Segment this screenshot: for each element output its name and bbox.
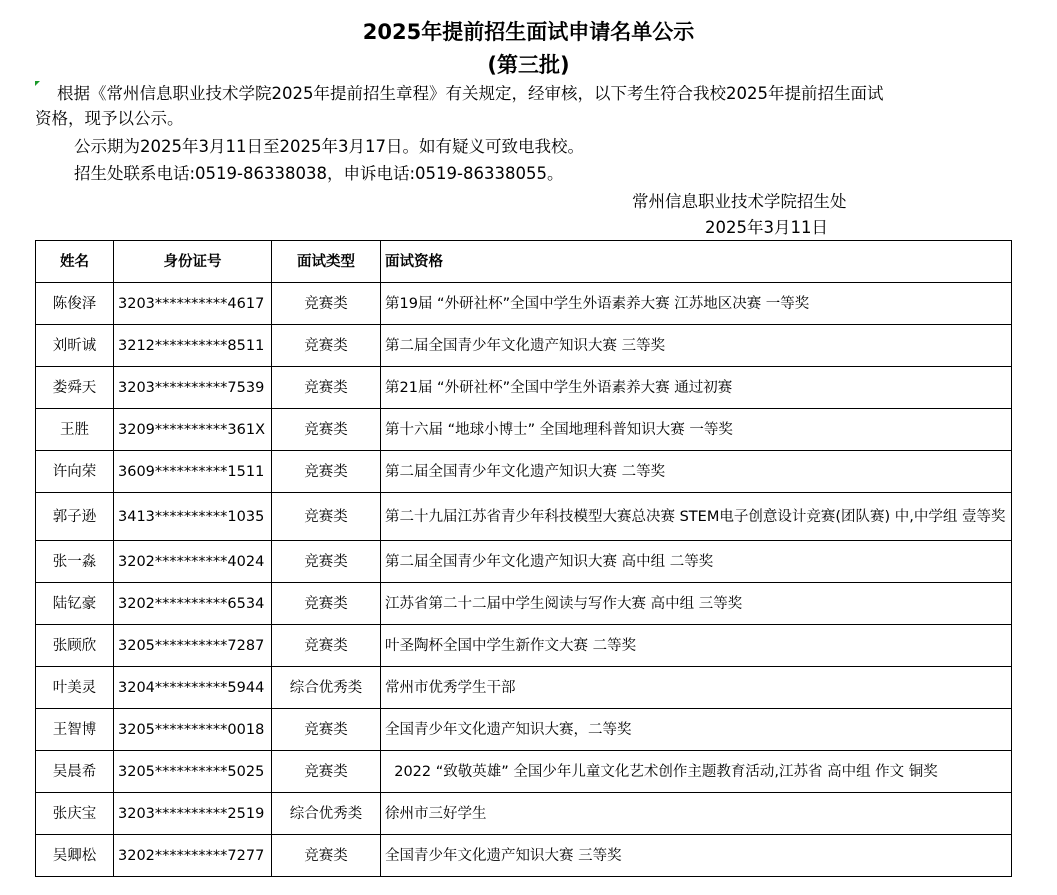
table-row [36,541,1012,583]
cell-qualification: 全国青少年文化遗产知识大赛，二等奖 [381,709,1012,751]
table-row [36,493,1012,541]
cell-id: 3609**********1511 [114,451,272,493]
cell-name: 陆钇豪 [36,583,114,625]
cell-type: 竞赛类 [272,541,381,583]
cell-name: 郭子逊 [36,493,114,541]
cell-id: 3203**********4617 [114,283,272,325]
cell-type: 竞赛类 [272,367,381,409]
batch-subtitle: (第三批) [487,53,570,77]
cell-qualification: 第十六届 “地球小博士” 全国地理科普知识大赛 一等奖 [381,409,1012,451]
cell-id: 3203**********2519 [114,793,272,835]
cell-name: 吴卿松 [36,835,114,877]
header-id: 身份证号 [114,241,272,283]
cell-type: 竞赛类 [272,583,381,625]
cell-type: 综合优秀类 [272,667,381,709]
cell-qualification: 第19届 “外研社杯”全国中学生外语素养大赛 江苏地区决赛 一等奖 [381,283,1012,325]
cell-id: 3413**********1035 [114,493,272,541]
cell-qualification: 第二十九届江苏省青少年科技模型大赛总决赛 STEM电子创意设计竞赛(团队赛) 中,中学组 壹等奖 [381,493,1012,541]
cell-type: 综合优秀类 [272,793,381,835]
cell-type: 竞赛类 [272,409,381,451]
cell-name: 刘昕诚 [36,325,114,367]
cell-id: 3205**********5025 [114,751,272,793]
table-row [36,625,1012,667]
cell-qualification: 2022 “致敬英雄” 全国少年儿童文化艺术创作主题教育活动,江苏省 高中组 作文 铜奖 [381,751,1012,793]
cell-type: 竞赛类 [272,325,381,367]
cell-id: 3204**********5944 [114,667,272,709]
cell-id: 3202**********7277 [114,835,272,877]
notice-paragraph-line2: 资格，现予以公示。 [35,109,184,128]
cell-qualification: 徐州市三好学生 [381,793,1012,835]
cell-id: 3202**********4024 [114,541,272,583]
cell-qualification: 第二届全国青少年文化遗产知识大赛 三等奖 [381,325,1012,367]
table-row [36,451,1012,493]
cell-qualification: 第二届全国青少年文化遗产知识大赛 二等奖 [381,451,1012,493]
table-row [36,667,1012,709]
notice-period: 公示期为2025年3月11日至2025年3月17日。如有疑义可致电我校。 [74,137,584,156]
cell-qualification: 第21届 “外研社杯”全国中学生外语素养大赛 通过初赛 [381,367,1012,409]
notice-contact: 招生处联系电话:0519-86338038，申诉电话:0519-86338055。 [74,164,564,183]
issue-date: 2025年3月11日 [705,218,828,237]
cell-qualification: 常州市优秀学生干部 [381,667,1012,709]
cell-id: 3209**********361X [114,409,272,451]
cell-name: 娄舜天 [36,367,114,409]
table-row [36,709,1012,751]
table-row [36,751,1012,793]
cell-qualification: 全国青少年文化遗产知识大赛 三等奖 [381,835,1012,877]
cell-type: 竞赛类 [272,709,381,751]
cell-qualification: 江苏省第二十二届中学生阅读与写作大赛 高中组 三等奖 [381,583,1012,625]
cell-type: 竞赛类 [272,283,381,325]
cell-id: 3205**********7287 [114,625,272,667]
cell-type: 竞赛类 [272,835,381,877]
table-row [36,409,1012,451]
table-row [36,325,1012,367]
candidate-table [35,240,1012,877]
cell-id: 3203**********7539 [114,367,272,409]
cell-qualification: 叶圣陶杯全国中学生新作文大赛 二等奖 [381,625,1012,667]
cell-name: 陈俊泽 [36,283,114,325]
cell-type: 竞赛类 [272,493,381,541]
table-row [36,583,1012,625]
cell-name: 王智博 [36,709,114,751]
cell-type: 竞赛类 [272,751,381,793]
table-header-row [36,241,1012,283]
cell-name: 王胜 [36,409,114,451]
header-qualification: 面试资格 [381,241,1012,283]
cell-name: 张庆宝 [36,793,114,835]
table-row [36,283,1012,325]
cell-name: 张顾欣 [36,625,114,667]
table-row [36,835,1012,877]
page-title: 2025年提前招生面试申请名单公示 [362,20,695,44]
table-row [36,793,1012,835]
cell-id: 3202**********6534 [114,583,272,625]
header-name: 姓名 [36,241,114,283]
cell-name: 叶美灵 [36,667,114,709]
cell-id: 3205**********0018 [114,709,272,751]
header-type: 面试类型 [272,241,381,283]
table-row [36,367,1012,409]
cell-type: 竞赛类 [272,451,381,493]
cell-type: 竞赛类 [272,625,381,667]
cell-name: 张一淼 [36,541,114,583]
notice-paragraph-line1: 根据《常州信息职业技术学院2025年提前招生章程》有关规定，经审核，以下考生符合我校2025年提前招生面试 [57,84,884,103]
cell-name: 吴晨希 [36,751,114,793]
cell-id: 3212**********8511 [114,325,272,367]
comment-marker-icon [35,81,40,86]
issuer-signature: 常州信息职业技术学院招生处 [632,192,847,211]
cell-qualification: 第二届全国青少年文化遗产知识大赛 高中组 二等奖 [381,541,1012,583]
cell-name: 许向荣 [36,451,114,493]
